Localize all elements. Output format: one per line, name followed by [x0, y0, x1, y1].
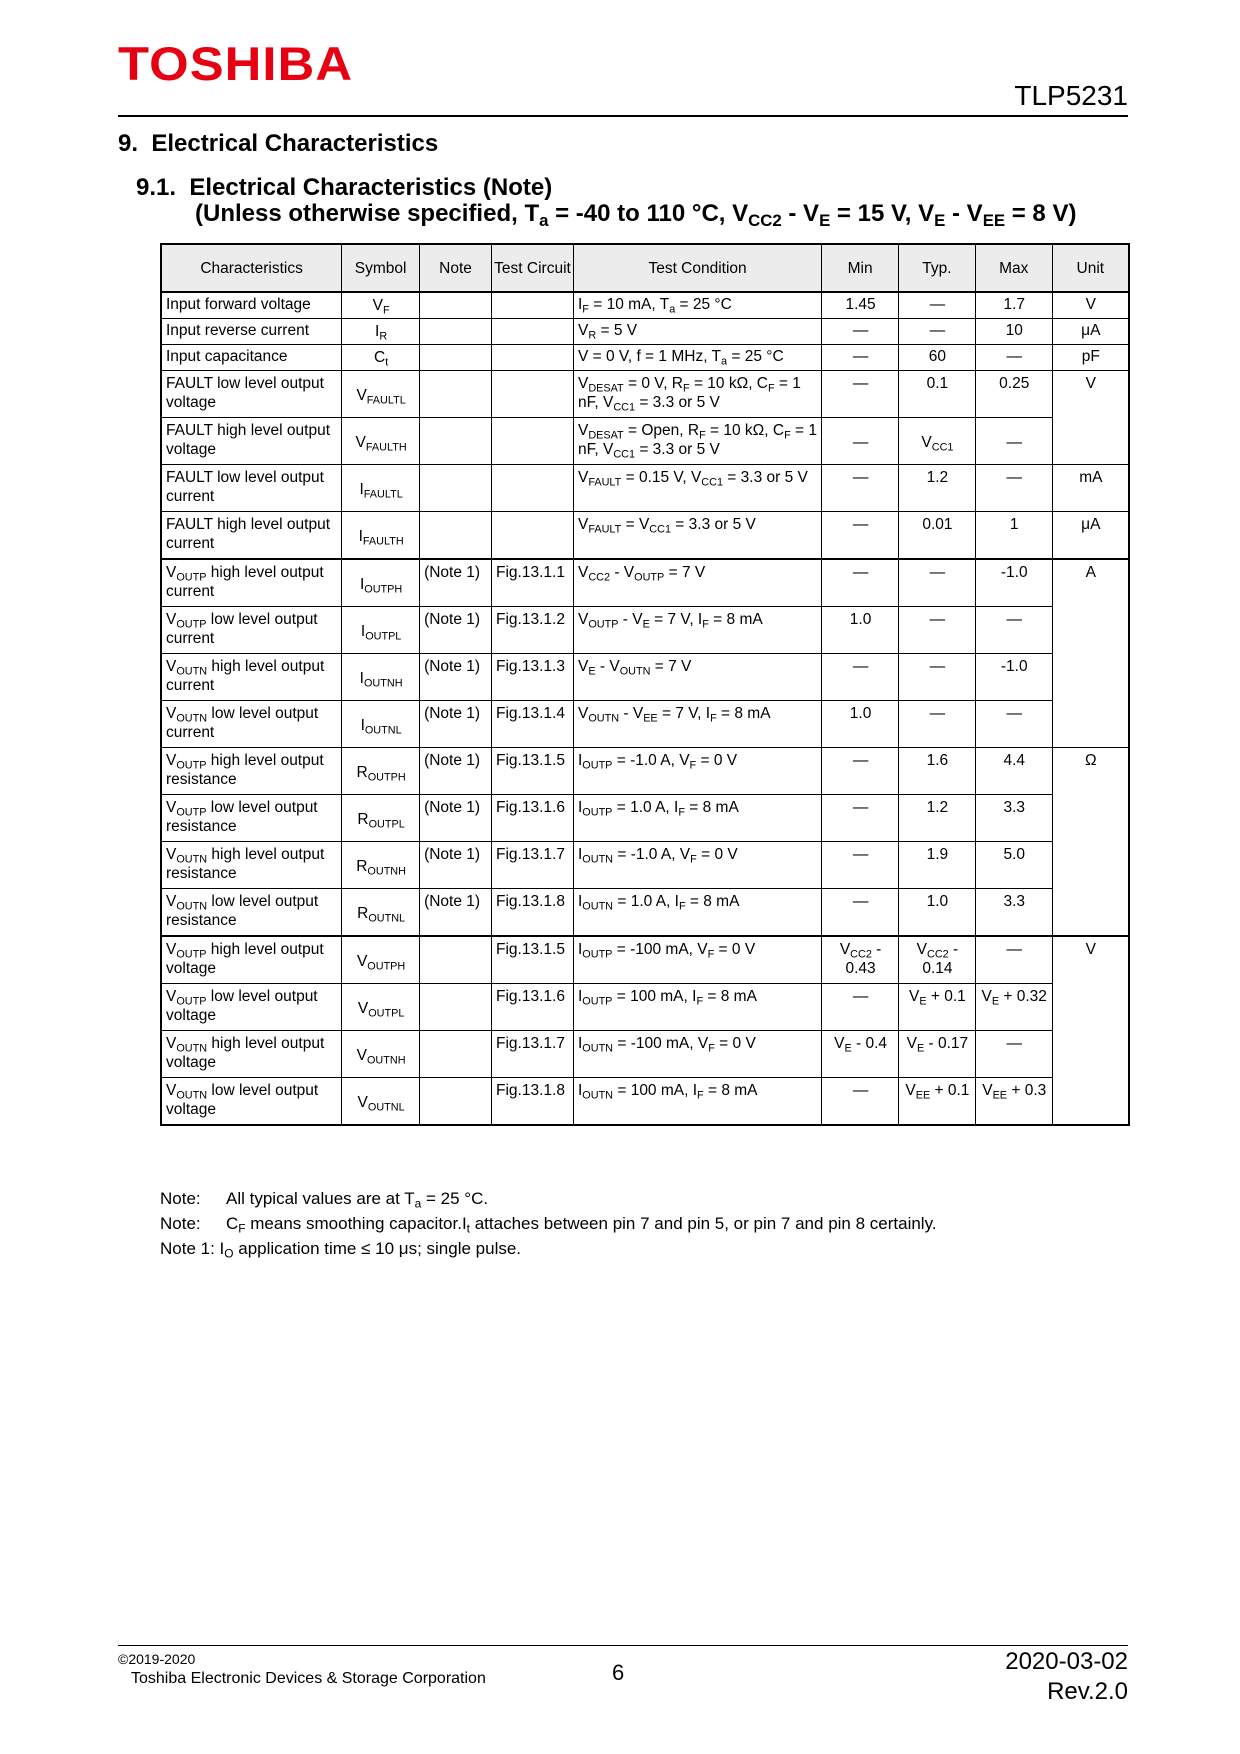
table-row — [161, 1031, 1129, 1078]
cell-characteristic: FAULT low level output voltage — [161, 371, 342, 418]
cell-symbol: $C_t$ — [342, 345, 420, 371]
cell-test-condition: $V_{DESAT} = 0$ V, $R_F = 10$ kΩ, $C_F = 1$ nF, $V_{CC1} = 3.3$ or 5 V — [573, 371, 821, 418]
col-header: Min — [822, 244, 899, 292]
cell-max: 1.7 — [975, 292, 1052, 319]
cell-typ: 1.0 — [899, 889, 976, 937]
table-row — [161, 345, 1129, 371]
cell-typ: — — [899, 559, 976, 607]
cell-test-circuit — [492, 292, 574, 319]
cell-test-condition: $I_{OUTN} = -1.0$ A, $V_F = 0$ V — [573, 842, 821, 889]
cell-min: — — [822, 371, 899, 418]
cell-characteristic: $V_{OUTP}$ high level output voltage — [161, 936, 342, 984]
table-row — [161, 936, 1129, 984]
cell-min: — — [822, 842, 899, 889]
cell-unit: A — [1052, 559, 1129, 748]
cell-symbol: $R_{OUTPH}$ — [342, 748, 420, 795]
cell-min: — — [822, 512, 899, 560]
cell-min: — — [822, 889, 899, 937]
cell-typ: 1.6 — [899, 748, 976, 795]
footer-company: Toshiba Electronic Devices & Storage Corporation — [131, 1670, 486, 1687]
cell-test-circuit — [492, 371, 574, 418]
footer-date: 2020-03-02 — [1005, 1648, 1128, 1675]
cell-max: — — [975, 345, 1052, 371]
table-row — [161, 984, 1129, 1031]
table-row — [161, 1078, 1129, 1126]
subsection-title: 9.1. Electrical Characteristics (Note) — [136, 174, 553, 201]
cell-test-circuit: Fig.13.1.8 — [492, 889, 574, 937]
footer-revision: Rev.2.0 — [1047, 1678, 1128, 1705]
col-header: Test Circuit — [492, 244, 574, 292]
cell-note — [420, 418, 492, 465]
table-row — [161, 559, 1129, 607]
cell-min: $V_{CC2} - 0.43$ — [822, 936, 899, 984]
cell-min: — — [822, 418, 899, 465]
cell-characteristic: $V_{OUTP}$ low level output resistance — [161, 795, 342, 842]
cell-test-condition: $I_{OUTN} = 100$ mA, $I_F = 8$ mA — [573, 1078, 821, 1126]
cell-note — [420, 512, 492, 560]
cell-note — [420, 936, 492, 984]
cell-test-circuit: Fig.13.1.4 — [492, 701, 574, 748]
cell-test-condition: $I_{OUTP} = 100$ mA, $I_F = 8$ mA — [573, 984, 821, 1031]
cell-characteristic: $V_{OUTP}$ low level output current — [161, 607, 342, 654]
cell-note — [420, 345, 492, 371]
cell-test-condition: $I_F = 10$ mA, $T_a = 25$ °C — [573, 292, 821, 319]
cell-test-circuit: Fig.13.1.2 — [492, 607, 574, 654]
table-row — [161, 512, 1129, 560]
cell-note — [420, 292, 492, 319]
cell-min: — — [822, 319, 899, 345]
table-row — [161, 842, 1129, 889]
cell-max: — — [975, 936, 1052, 984]
cell-test-condition: $V_R = 5$ V — [573, 319, 821, 345]
col-header: Note — [420, 244, 492, 292]
cell-test-condition: $I_{OUTP} = 1.0$ A, $I_F = 8$ mA — [573, 795, 821, 842]
cell-note: (Note 1) — [420, 748, 492, 795]
cell-min: — — [822, 465, 899, 512]
cell-typ: — — [899, 701, 976, 748]
cell-test-circuit: Fig.13.1.8 — [492, 1078, 574, 1126]
toshiba-logo: TOSHIBA — [118, 37, 354, 90]
cell-test-condition: $V_{CC2} - V_{OUTP} = 7$ V — [573, 559, 821, 607]
cell-note: (Note 1) — [420, 889, 492, 937]
cell-min: $V_E - 0.4$ — [822, 1031, 899, 1078]
cell-min: 1.0 — [822, 701, 899, 748]
cell-min: — — [822, 654, 899, 701]
cell-characteristic: $V_{OUTN}$ low level output current — [161, 701, 342, 748]
cell-characteristic: FAULT high level output current — [161, 512, 342, 560]
table-header-row — [161, 244, 1129, 292]
notes-block — [160, 1186, 937, 1261]
cell-test-circuit: Fig.13.1.6 — [492, 984, 574, 1031]
cell-unit: μA — [1052, 512, 1129, 560]
cell-characteristic: $V_{OUTP}$ high level output resistance — [161, 748, 342, 795]
col-header: Symbol — [342, 244, 420, 292]
cell-typ: 1.2 — [899, 795, 976, 842]
cell-max: 1 — [975, 512, 1052, 560]
cell-max: — — [975, 607, 1052, 654]
cell-max: 3.3 — [975, 795, 1052, 842]
cell-test-circuit: Fig.13.1.5 — [492, 748, 574, 795]
table-row — [161, 748, 1129, 795]
cell-min: — — [822, 1078, 899, 1126]
cell-test-circuit — [492, 512, 574, 560]
cell-note: (Note 1) — [420, 795, 492, 842]
cell-symbol: $V_F$ — [342, 292, 420, 319]
cell-test-condition: $V_{OUTN} - V_{EE} = 7$ V, $I_F = 8$ mA — [573, 701, 821, 748]
cell-note: (Note 1) — [420, 559, 492, 607]
cell-test-condition: $I_{OUTP} = -1.0$ A, $V_F = 0$ V — [573, 748, 821, 795]
cell-test-circuit: Fig.13.1.6 — [492, 795, 574, 842]
cell-note — [420, 1078, 492, 1126]
electrical-characteristics-table — [160, 243, 1130, 1126]
col-header: Max — [975, 244, 1052, 292]
table-row — [161, 418, 1129, 465]
note-text: $I_O$ application time ≤ 10 μs; single pulse. — [219, 1239, 522, 1261]
note-text: $C_F$ means smoothing $capacitor.I_t$ attaches between pin 7 and pin 5, or pin 7 and pin 8 certainly. — [226, 1214, 937, 1236]
cell-max: $V_E + 0.32$ — [975, 984, 1052, 1031]
cell-typ: $V_E + 0.1$ — [899, 984, 976, 1031]
cell-unit: Ω — [1052, 748, 1129, 937]
cell-max: 10 — [975, 319, 1052, 345]
cell-symbol: $I_{OUTNH}$ — [342, 654, 420, 701]
cell-typ: $V_{CC2} - 0.14$ — [899, 936, 976, 984]
section-heading: 9. Electrical Characteristics — [118, 130, 439, 157]
table-row — [161, 292, 1129, 319]
cell-note — [420, 984, 492, 1031]
cell-symbol: $I_{FAULTL}$ — [342, 465, 420, 512]
cell-typ: — — [899, 654, 976, 701]
cell-characteristic: Input forward voltage — [161, 292, 342, 319]
cell-characteristic: FAULT low level output current — [161, 465, 342, 512]
cell-max: — — [975, 701, 1052, 748]
cell-symbol: $V_{FAULTL}$ — [342, 371, 420, 418]
cell-unit: V — [1052, 371, 1129, 465]
col-header: Typ. — [899, 244, 976, 292]
cell-typ: 0.1 — [899, 371, 976, 418]
cell-test-condition: $V_E - V_{OUTN} = 7$ V — [573, 654, 821, 701]
cell-typ: 1.2 — [899, 465, 976, 512]
note-text: All typical values are at $T_a = 25$ °C. — [226, 1189, 489, 1211]
cell-characteristic: $V_{OUTN}$ high level output voltage — [161, 1031, 342, 1078]
cell-symbol: $I_{OUTNL}$ — [342, 701, 420, 748]
table-row — [161, 701, 1129, 748]
cell-test-condition: $V_{OUTP} - V_E = 7$ V, $I_F = 8$ mA — [573, 607, 821, 654]
cell-max: 0.25 — [975, 371, 1052, 418]
cell-test-condition: $V_{FAULT} = V_{CC1} = 3.3$ or 5 V — [573, 512, 821, 560]
cell-note — [420, 465, 492, 512]
cell-max: — — [975, 1031, 1052, 1078]
cell-unit: mA — [1052, 465, 1129, 512]
cell-symbol: $V_{OUTNH}$ — [342, 1031, 420, 1078]
cell-typ: — — [899, 319, 976, 345]
table-row — [161, 465, 1129, 512]
cell-test-condition: $I_{OUTP} = -100$ mA, $V_F = 0$ V — [573, 936, 821, 984]
cell-symbol: $V_{FAULTH}$ — [342, 418, 420, 465]
cell-min: — — [822, 984, 899, 1031]
cell-characteristic: $V_{OUTN}$ high level output resistance — [161, 842, 342, 889]
cell-unit: pF — [1052, 345, 1129, 371]
cell-typ: $V_E - 0.17$ — [899, 1031, 976, 1078]
cell-symbol: $R_{OUTPL}$ — [342, 795, 420, 842]
cell-symbol: $V_{OUTPH}$ — [342, 936, 420, 984]
cell-typ: 60 — [899, 345, 976, 371]
col-header: Characteristics — [161, 244, 342, 292]
cell-characteristic: Input reverse current — [161, 319, 342, 345]
table-row — [161, 319, 1129, 345]
cell-typ: $V_{CC1}$ — [899, 418, 976, 465]
cell-max: — — [975, 465, 1052, 512]
col-header: Test Condition — [573, 244, 821, 292]
subsection-heading — [136, 174, 1077, 231]
cell-test-circuit: Fig.13.1.5 — [492, 936, 574, 984]
footer-copyright: ©2019-2020 — [118, 1651, 196, 1667]
note-label: Note: — [160, 1189, 201, 1208]
cell-unit: V — [1052, 292, 1129, 319]
note-label: Note 1: — [160, 1239, 215, 1258]
cell-max: -1.0 — [975, 654, 1052, 701]
cell-characteristic: $V_{OUTN}$ low level output voltage — [161, 1078, 342, 1126]
cell-test-circuit: Fig.13.1.3 — [492, 654, 574, 701]
cell-test-circuit: Fig.13.1.1 — [492, 559, 574, 607]
table-row — [161, 371, 1129, 418]
cell-test-circuit — [492, 345, 574, 371]
cell-test-condition: $I_{OUTN} = -100$ mA, $V_F = 0$ V — [573, 1031, 821, 1078]
cell-test-condition: $V_{DESAT}$ = Open, $R_F = 10$ kΩ, $C_F = 1$ nF, $V_{CC1} = 3.3$ or 5 V — [573, 418, 821, 465]
cell-characteristic: $V_{OUTN}$ high level output current — [161, 654, 342, 701]
cell-characteristic: $V_{OUTP}$ high level output current — [161, 559, 342, 607]
cell-max: — — [975, 418, 1052, 465]
cell-max: 3.3 — [975, 889, 1052, 937]
header-rule — [118, 115, 1128, 117]
cell-note — [420, 319, 492, 345]
cell-test-condition: $I_{OUTN} = 1.0$ A, $I_F = 8$ mA — [573, 889, 821, 937]
part-number: TLP5231 — [1014, 80, 1128, 111]
cell-symbol: $I_{OUTPH}$ — [342, 559, 420, 607]
note-line — [160, 1236, 937, 1261]
cell-test-circuit: Fig.13.1.7 — [492, 842, 574, 889]
cell-note: (Note 1) — [420, 842, 492, 889]
cell-max: $V_{EE} + 0.3$ — [975, 1078, 1052, 1126]
cell-min: 1.0 — [822, 607, 899, 654]
table-row — [161, 654, 1129, 701]
cell-note: (Note 1) — [420, 607, 492, 654]
cell-unit: μA — [1052, 319, 1129, 345]
note-line — [160, 1211, 937, 1236]
cell-symbol: $I_{OUTPL}$ — [342, 607, 420, 654]
cell-note: (Note 1) — [420, 701, 492, 748]
cell-note — [420, 371, 492, 418]
table-row — [161, 607, 1129, 654]
cell-test-circuit: Fig.13.1.7 — [492, 1031, 574, 1078]
table-row — [161, 889, 1129, 937]
cell-min: — — [822, 559, 899, 607]
cell-typ: 1.9 — [899, 842, 976, 889]
cell-symbol: $R_{OUTNL}$ — [342, 889, 420, 937]
cell-symbol: $V_{OUTPL}$ — [342, 984, 420, 1031]
cell-typ: — — [899, 292, 976, 319]
cell-max: 4.4 — [975, 748, 1052, 795]
col-header: Unit — [1052, 244, 1129, 292]
page-number: 6 — [612, 1660, 625, 1685]
cell-typ: — — [899, 607, 976, 654]
cell-min: — — [822, 748, 899, 795]
cell-max: -1.0 — [975, 559, 1052, 607]
cell-symbol: $I_R$ — [342, 319, 420, 345]
cell-note: (Note 1) — [420, 654, 492, 701]
cell-min: 1.45 — [822, 292, 899, 319]
cell-characteristic: $V_{OUTP}$ low level output voltage — [161, 984, 342, 1031]
cell-test-circuit — [492, 465, 574, 512]
cell-max: 5.0 — [975, 842, 1052, 889]
subsection-condition: (Unless otherwise specified, $T_a = -40$ to 110 °C, $V_{CC2} - V_E = 15$ V, $V_E - V_{EE} = 8$ V) — [195, 200, 1077, 231]
cell-characteristic: Input capacitance — [161, 345, 342, 371]
table-row — [161, 795, 1129, 842]
cell-symbol: $I_{FAULTH}$ — [342, 512, 420, 560]
cell-min: — — [822, 345, 899, 371]
note-line — [160, 1186, 937, 1211]
cell-test-circuit — [492, 418, 574, 465]
note-label: Note: — [160, 1214, 201, 1233]
cell-characteristic: $V_{OUTN}$ low level output resistance — [161, 889, 342, 937]
cell-min: — — [822, 795, 899, 842]
cell-note — [420, 1031, 492, 1078]
cell-test-condition: V = 0 V, f = 1 MHz, $T_a = 25$ °C — [573, 345, 821, 371]
cell-unit: V — [1052, 936, 1129, 1125]
cell-symbol: $V_{OUTNL}$ — [342, 1078, 420, 1126]
cell-typ: $V_{EE} + 0.1$ — [899, 1078, 976, 1126]
cell-typ: 0.01 — [899, 512, 976, 560]
footer-rule — [118, 1645, 1128, 1646]
cell-test-circuit — [492, 319, 574, 345]
cell-characteristic: FAULT high level output voltage — [161, 418, 342, 465]
cell-symbol: $R_{OUTNH}$ — [342, 842, 420, 889]
cell-test-condition: $V_{FAULT} = 0.15$ V, $V_{CC1} = 3.3$ or 5 V — [573, 465, 821, 512]
